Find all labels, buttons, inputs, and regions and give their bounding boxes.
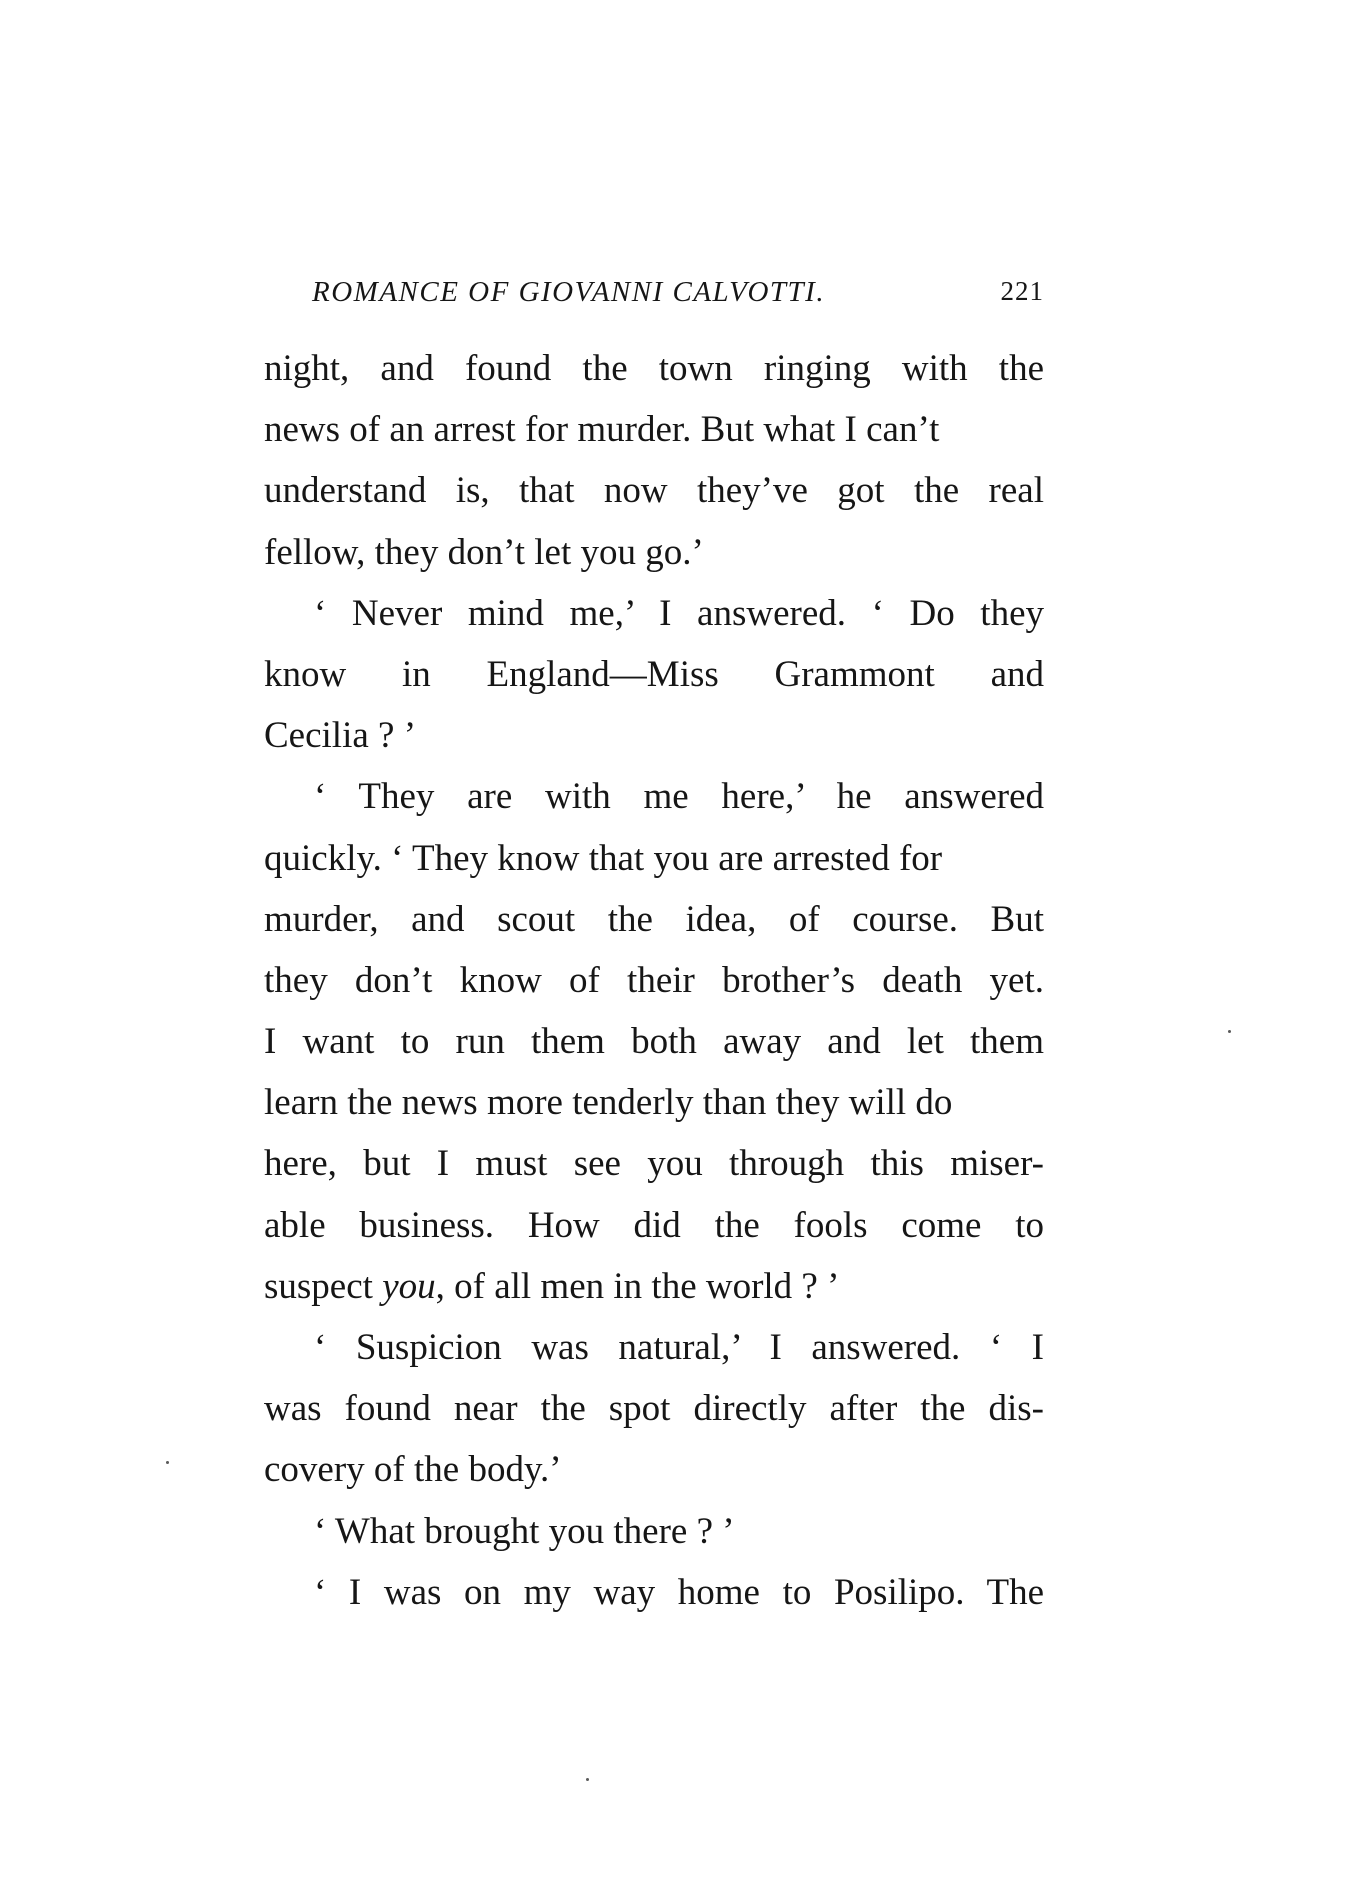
- ink-speck: [166, 1461, 169, 1464]
- text-line: [264, 1011, 1044, 1072]
- text-run: here, but I must see you through this miser-: [264, 1143, 1044, 1185]
- text-run: ‘ What brought you there ? ’: [314, 1510, 735, 1552]
- text-line: [264, 1501, 1044, 1562]
- running-title: ROMANCE OF GIOVANNI CALVOTTI.: [312, 276, 826, 308]
- text-run: Cecilia ? ’: [264, 715, 417, 757]
- text-line: [264, 1133, 1044, 1194]
- text-line: [264, 583, 1044, 644]
- text-line: [264, 338, 1044, 399]
- text-line: [264, 828, 1044, 889]
- text-run: ‘ I was on my way home to Posilipo. The: [314, 1571, 1044, 1613]
- text-line: [264, 1195, 1044, 1256]
- text-line: [264, 766, 1044, 827]
- text-line: [264, 1562, 1044, 1623]
- text-line: [264, 1072, 1044, 1133]
- emphasis-text: you: [382, 1265, 436, 1307]
- body-text: [264, 338, 1044, 1623]
- text-run: was found near the spot directly after the dis-: [264, 1388, 1044, 1430]
- text-run: murder, and scout the idea, of course. But: [264, 898, 1044, 940]
- text-line: [264, 644, 1044, 705]
- ink-speck: [586, 1778, 589, 1781]
- text-run: I want to run them both away and let them: [264, 1021, 1044, 1063]
- text-run: suspect: [264, 1265, 383, 1307]
- text-line: [264, 1439, 1044, 1500]
- running-header: [312, 276, 1044, 316]
- text-run: understand is, that now they’ve got the real: [264, 470, 1044, 512]
- text-line: [264, 705, 1044, 766]
- text-run: able business. How did the fools come to: [264, 1204, 1044, 1246]
- ink-speck: [1228, 1030, 1231, 1033]
- page-number: 221: [1000, 276, 1044, 306]
- text-run: ‘ Suspicion was natural,’ I answered. ‘ I: [314, 1327, 1044, 1368]
- text-run: fellow, they don’t let you go.’: [264, 531, 704, 573]
- text-line: [264, 1378, 1044, 1439]
- text-run: covery of the body.’: [264, 1449, 562, 1491]
- text-run: night, and found the town ringing with the: [264, 348, 1044, 389]
- text-line: [264, 1256, 1044, 1317]
- text-line: [264, 460, 1044, 521]
- text-run: they don’t know of their brother’s death yet.: [264, 959, 1044, 1001]
- text-run: ‘ They are with me here,’ he answered: [314, 776, 1044, 818]
- text-line: [264, 1317, 1044, 1378]
- text-line: [264, 950, 1044, 1011]
- text-run: know in England—Miss Grammont and: [264, 653, 1044, 695]
- text-line: [264, 399, 1044, 460]
- text-line: [264, 889, 1044, 950]
- text-run: learn the news more tenderly than they will do: [264, 1082, 953, 1124]
- text-run: , of all men in the world ? ’: [435, 1265, 840, 1307]
- text-run: news of an arrest for murder. But what I can’t: [264, 409, 940, 451]
- text-run: ‘ Never mind me,’ I answered. ‘ Do they: [314, 592, 1044, 634]
- text-run: quickly. ‘ They know that you are arrested for: [264, 837, 943, 879]
- text-line: [264, 522, 1044, 583]
